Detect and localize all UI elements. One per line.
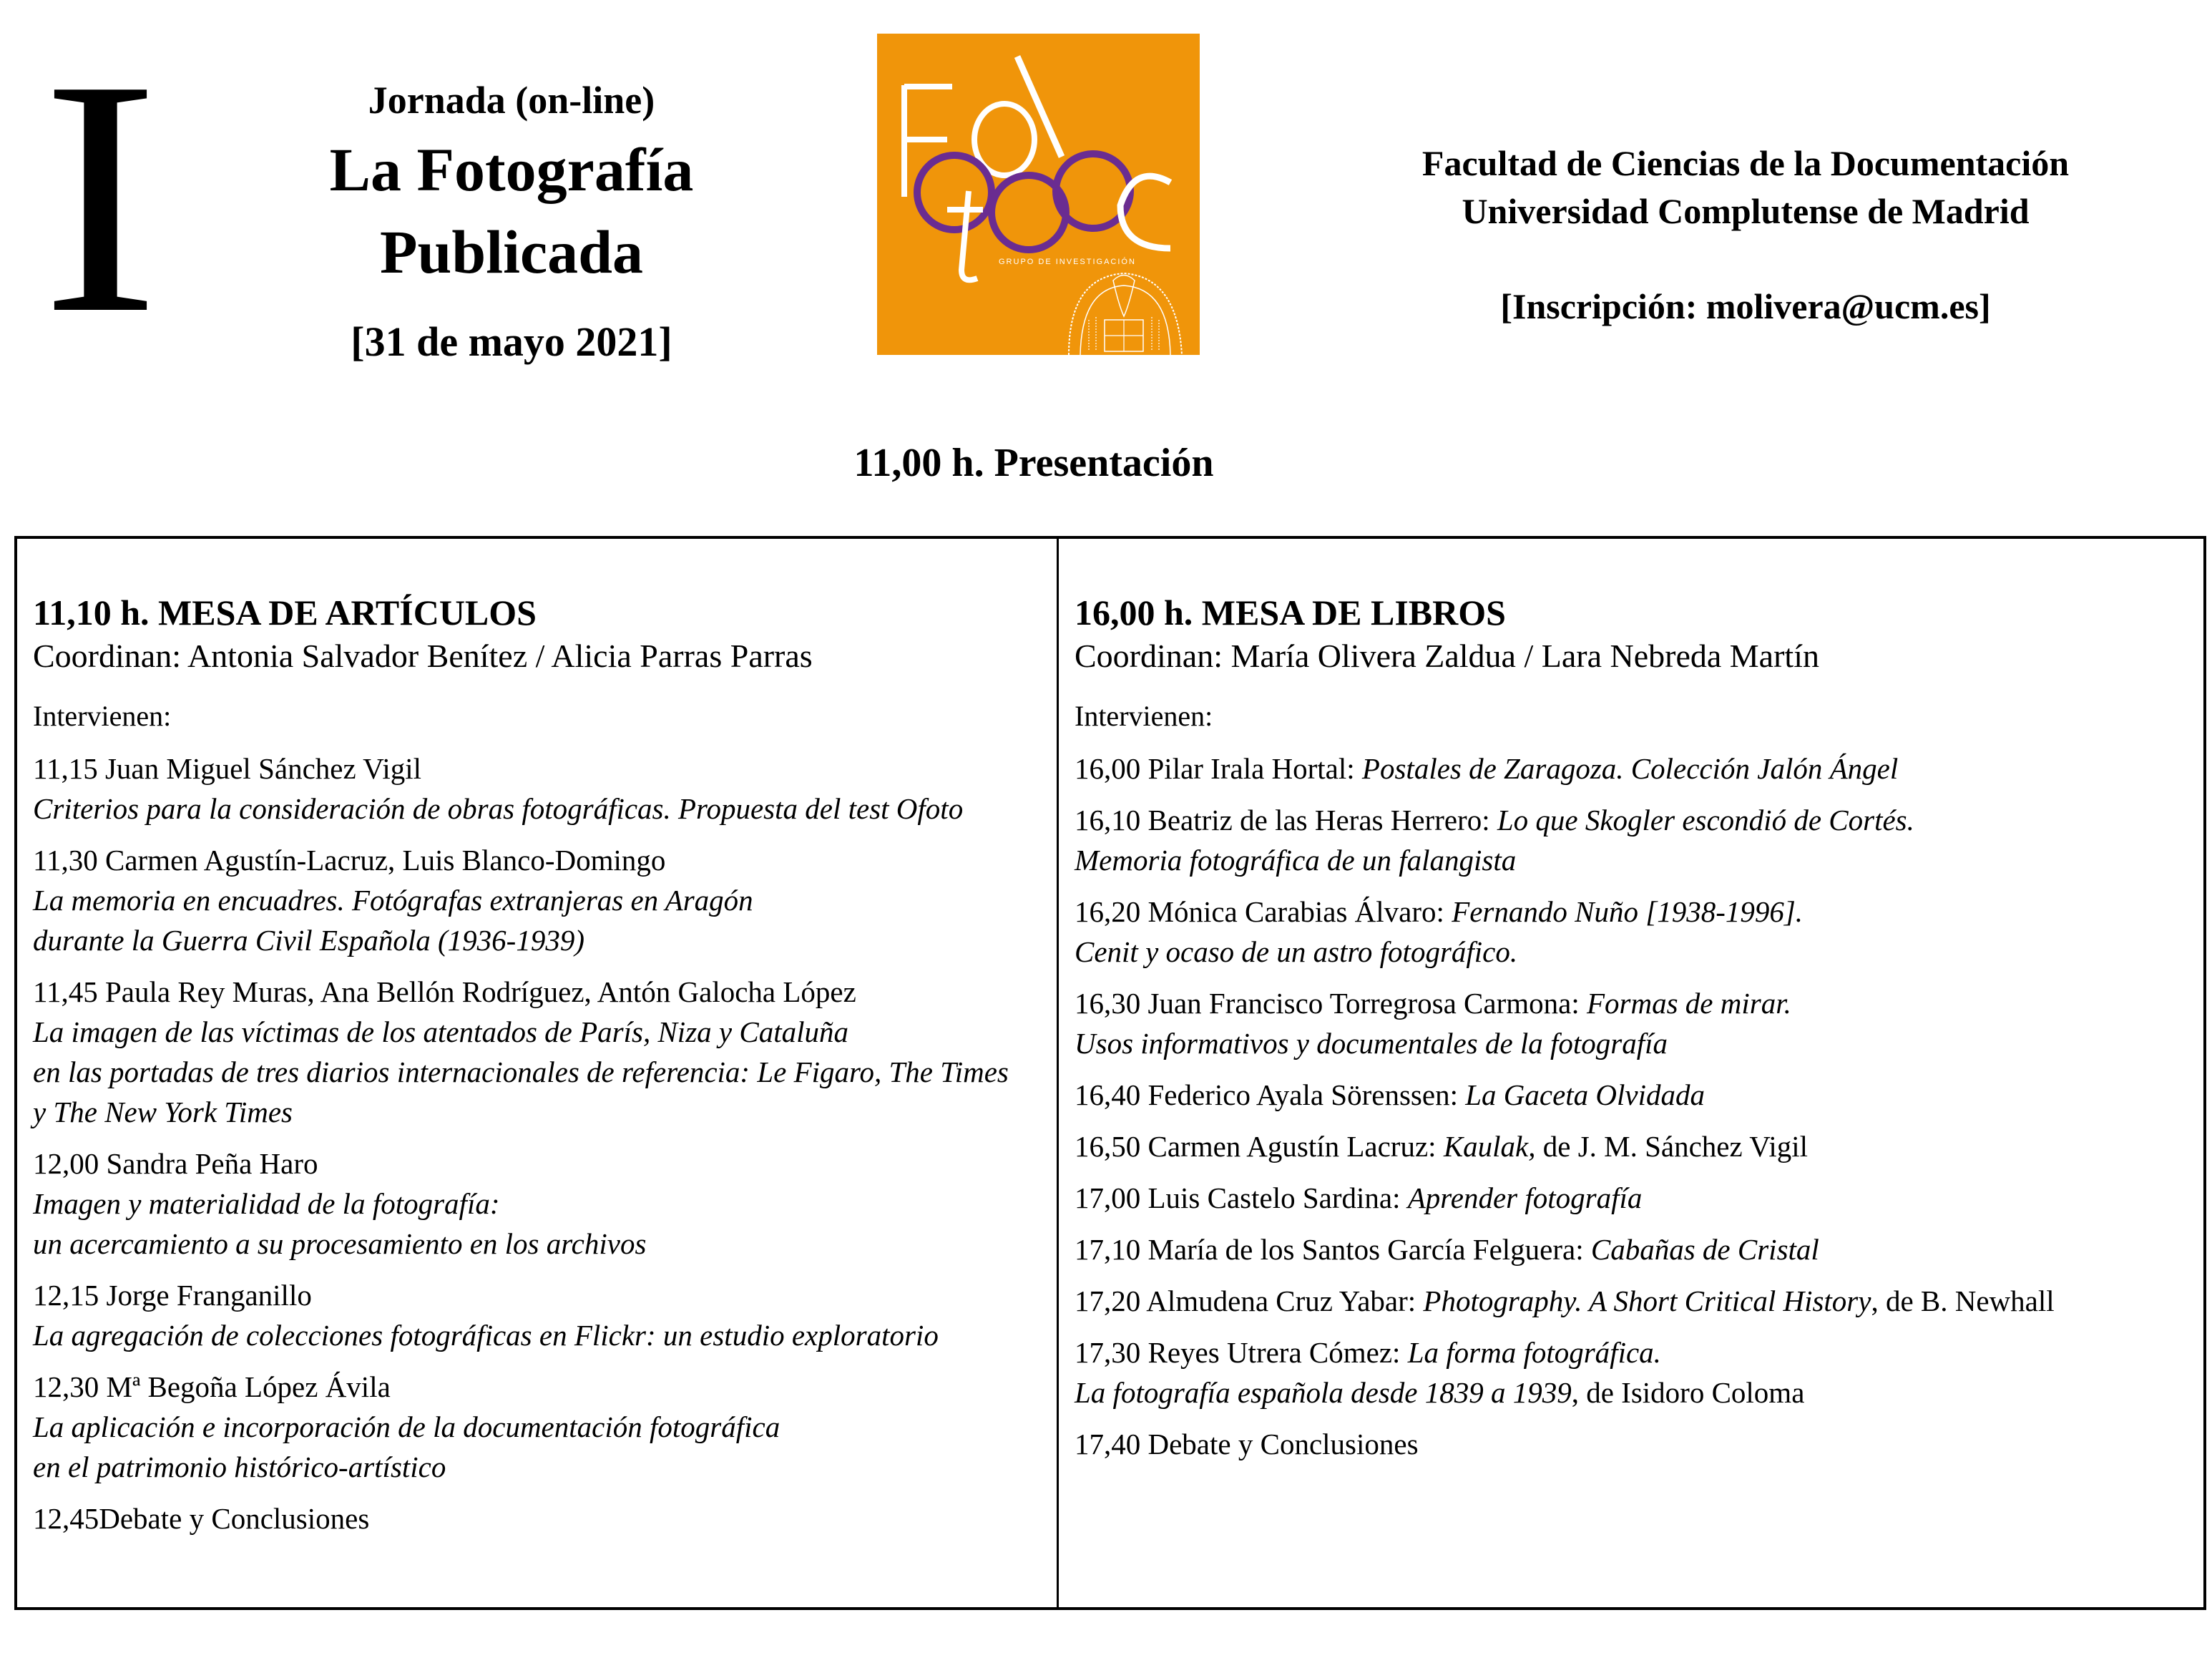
talk-line [33, 1407, 1047, 1447]
talk-title: Memoria fotográfica de un falangista [1075, 844, 1517, 877]
talk-item [33, 972, 1047, 1132]
event-title-line2: Publicada [380, 218, 643, 286]
event-title-line1: La Fotografía [329, 135, 694, 204]
talk-line [1075, 748, 2175, 789]
talk-title: La fotografía española desde 1839 a 1939 [1075, 1376, 1572, 1409]
presentation-heading: 11,00 h. Presentación [853, 441, 1214, 485]
talk-line [1075, 983, 2175, 1023]
talk-line [1075, 1075, 2175, 1115]
talk-title: durante la Guerra Civil Española (1936-1939) [33, 924, 584, 957]
talk-line [1075, 1023, 2175, 1063]
talk-speaker: 11,45 Paula Rey Muras, Ana Bellón Rodríguez, Antón Galocha López [33, 975, 856, 1008]
session-heading: 16,00 h. MESA DE LIBROS [1075, 592, 1506, 633]
talk-line [1075, 1229, 2175, 1269]
talk-title: La Gaceta Olvidada [1465, 1078, 1706, 1111]
talk-title: Criterios para la consideración de obras fotográficas. Propuesta del test Ofoto [33, 792, 964, 825]
talk-line [1075, 1424, 2175, 1464]
fotodoc-logo-graphic [877, 34, 1200, 355]
talk-speaker: 16,40 Federico Ayala Sörenssen: [1075, 1078, 1466, 1111]
talk-speaker: 16,10 Beatriz de las Heras Herrero: [1075, 804, 1497, 836]
talk-item [1075, 1126, 2175, 1166]
talk-line [33, 1092, 1047, 1132]
talk-title: La forma fotográfica. [1407, 1336, 1661, 1369]
talk-line [33, 1224, 1047, 1264]
talk-line [33, 1315, 1047, 1355]
talk-line [1075, 1178, 2175, 1218]
talk-line [33, 789, 1047, 829]
event-date: [31 de mayo 2021] [351, 318, 672, 365]
talk-line [33, 1447, 1047, 1487]
talk-title: un acercamiento a su procesamiento en los archivos [33, 1227, 647, 1260]
talk-speaker: 16,00 Pilar Irala Hortal: [1075, 752, 1362, 785]
talk-speaker: , de Isidoro Coloma [1571, 1376, 1805, 1409]
talk-item [1075, 1075, 2175, 1115]
talk-line [33, 1012, 1047, 1052]
event-subtitle: Jornada (on-line) [368, 79, 655, 122]
session-books [1059, 537, 2175, 1476]
talk-line [33, 1143, 1047, 1184]
talk-line [33, 1052, 1047, 1092]
talk-line [33, 972, 1047, 1012]
talk-item [1075, 1281, 2175, 1321]
talk-speaker: 17,20 Almudena Cruz Yabar: [1075, 1284, 1424, 1317]
talk-item [1075, 1424, 2175, 1464]
talk-title: Fernando Nuño [1938-1996]. [1452, 895, 1804, 928]
talk-speaker: 11,30 Carmen Agustín-Lacruz, Luis Blanco-Domingo [33, 844, 666, 877]
talk-line [1075, 800, 2175, 840]
talk-speaker: 16,50 Carmen Agustín Lacruz: [1075, 1130, 1444, 1163]
talk-title: Usos informativos y documentales de la fotografía [1075, 1027, 1668, 1060]
speakers-label: Intervienen: [33, 700, 172, 732]
talk-line [33, 1275, 1047, 1315]
talk-item [1075, 892, 2175, 972]
registration-email[interactable]: [Inscripción: molivera@ucm.es] [1500, 286, 1991, 326]
talk-title: Kaulak, [1443, 1130, 1536, 1163]
talk-title: Postales de Zaragoza. Colección Jalón Ángel [1361, 752, 1899, 785]
event-title-block [258, 72, 765, 371]
edition-numeral: I [41, 10, 160, 383]
talk-line [1075, 1126, 2175, 1166]
talk-speaker: 12,45Debate y Conclusiones [33, 1502, 370, 1535]
talk-item [1075, 1229, 2175, 1269]
talk-line [1075, 840, 2175, 880]
talk-title: La memoria en encuadres. Fotógrafas extranjeras en Aragón [33, 884, 753, 917]
talk-speaker: 12,15 Jorge Franganillo [33, 1279, 312, 1312]
talk-line [1075, 1281, 2175, 1321]
talk-speaker: 17,40 Debate y Conclusiones [1075, 1428, 1419, 1460]
talk-item [33, 1367, 1047, 1487]
talk-item [33, 840, 1047, 960]
talk-item [1075, 748, 2175, 789]
talk-speaker: 12,00 Sandra Peña Haro [33, 1147, 318, 1180]
talk-speaker: 17,30 Reyes Utrera Cómez: [1075, 1336, 1408, 1369]
session-heading: 11,10 h. MESA DE ARTÍCULOS [33, 592, 537, 633]
talk-item [33, 748, 1047, 829]
talk-title: Cenit y ocaso de un astro fotográfico. [1075, 935, 1518, 968]
talk-speaker: 12,30 Mª Begoña López Ávila [33, 1370, 391, 1403]
talk-speaker: de J. M. Sánchez Vigil [1535, 1130, 1809, 1163]
talk-line [1075, 932, 2175, 972]
logo-caption: GRUPO DE INVESTIGACIÓN [999, 258, 1136, 266]
session-coordinators: Coordinan: Antonia Salvador Benítez / Alicia Parras Parras [33, 638, 813, 674]
speakers-label: Intervienen: [1075, 700, 1213, 732]
talk-line [33, 880, 1047, 920]
talk-line [33, 1184, 1047, 1224]
talk-line [33, 840, 1047, 880]
talk-list [33, 748, 1047, 1538]
talk-line [1075, 1372, 2175, 1413]
university-seal-icon [1069, 273, 1182, 355]
talk-title: Photography. A Short Critical History [1423, 1284, 1871, 1317]
talk-speaker: 16,20 Mónica Carabias Álvaro: [1075, 895, 1452, 928]
talk-speaker: 17,10 María de los Santos García Felguera: [1075, 1233, 1591, 1266]
session-coordinators: Coordinan: María Olivera Zaldua / Lara Nebreda Martín [1075, 638, 1819, 674]
talk-title: en el patrimonio histórico-artístico [33, 1450, 446, 1483]
talk-item [33, 1143, 1047, 1264]
talk-title: Aprender fotografía [1407, 1181, 1643, 1214]
program-columns [0, 537, 2212, 1610]
talk-item [33, 1498, 1047, 1538]
fotodoc-logo [877, 34, 1200, 355]
talk-title: Formas de mirar. [1586, 987, 1791, 1020]
talk-title: La agregación de colecciones fotográficas en Flickr: un estudio exploratorio [33, 1319, 939, 1352]
talk-line [33, 1498, 1047, 1538]
talk-speaker: 11,15 Juan Miguel Sánchez Vigil [33, 752, 421, 785]
talk-title: La aplicación e incorporación de la documentación fotográfica [33, 1410, 780, 1443]
talk-speaker: 16,30 Juan Francisco Torregrosa Carmona: [1075, 987, 1587, 1020]
faculty-name: Facultad de Ciencias de la Documentación [1421, 143, 2070, 183]
talk-item [1075, 983, 2175, 1063]
talk-item [1075, 1178, 2175, 1218]
talk-line [33, 1367, 1047, 1407]
university-name: Universidad Complutense de Madrid [1462, 191, 2030, 231]
talk-list [1075, 748, 2175, 1464]
talk-title: Imagen y materialidad de la fotografía: [33, 1187, 500, 1220]
talk-item [33, 1275, 1047, 1355]
session-articles [17, 537, 1047, 1550]
talk-speaker: , de B. Newhall [1871, 1284, 2055, 1317]
talk-title: La imagen de las víctimas de los atentados de París, Niza y Cataluña [33, 1015, 848, 1048]
talk-item [1075, 1332, 2175, 1413]
talk-title: Lo que Skogler escondió de Cortés. [1497, 804, 1914, 836]
talk-title: Cabañas de Cristal [1590, 1233, 1819, 1266]
talk-speaker: 17,00 Luis Castelo Sardina: [1075, 1181, 1408, 1214]
talk-line [1075, 1332, 2175, 1372]
talk-item [1075, 800, 2175, 880]
talk-title: y The New York Times [33, 1096, 293, 1128]
talk-title: en las portadas de tres diarios internacionales de referencia: Le Figaro, The Times [33, 1055, 1009, 1088]
institution-block [1302, 140, 2189, 331]
talk-line [1075, 892, 2175, 932]
talk-line [33, 920, 1047, 960]
talk-line [33, 748, 1047, 789]
